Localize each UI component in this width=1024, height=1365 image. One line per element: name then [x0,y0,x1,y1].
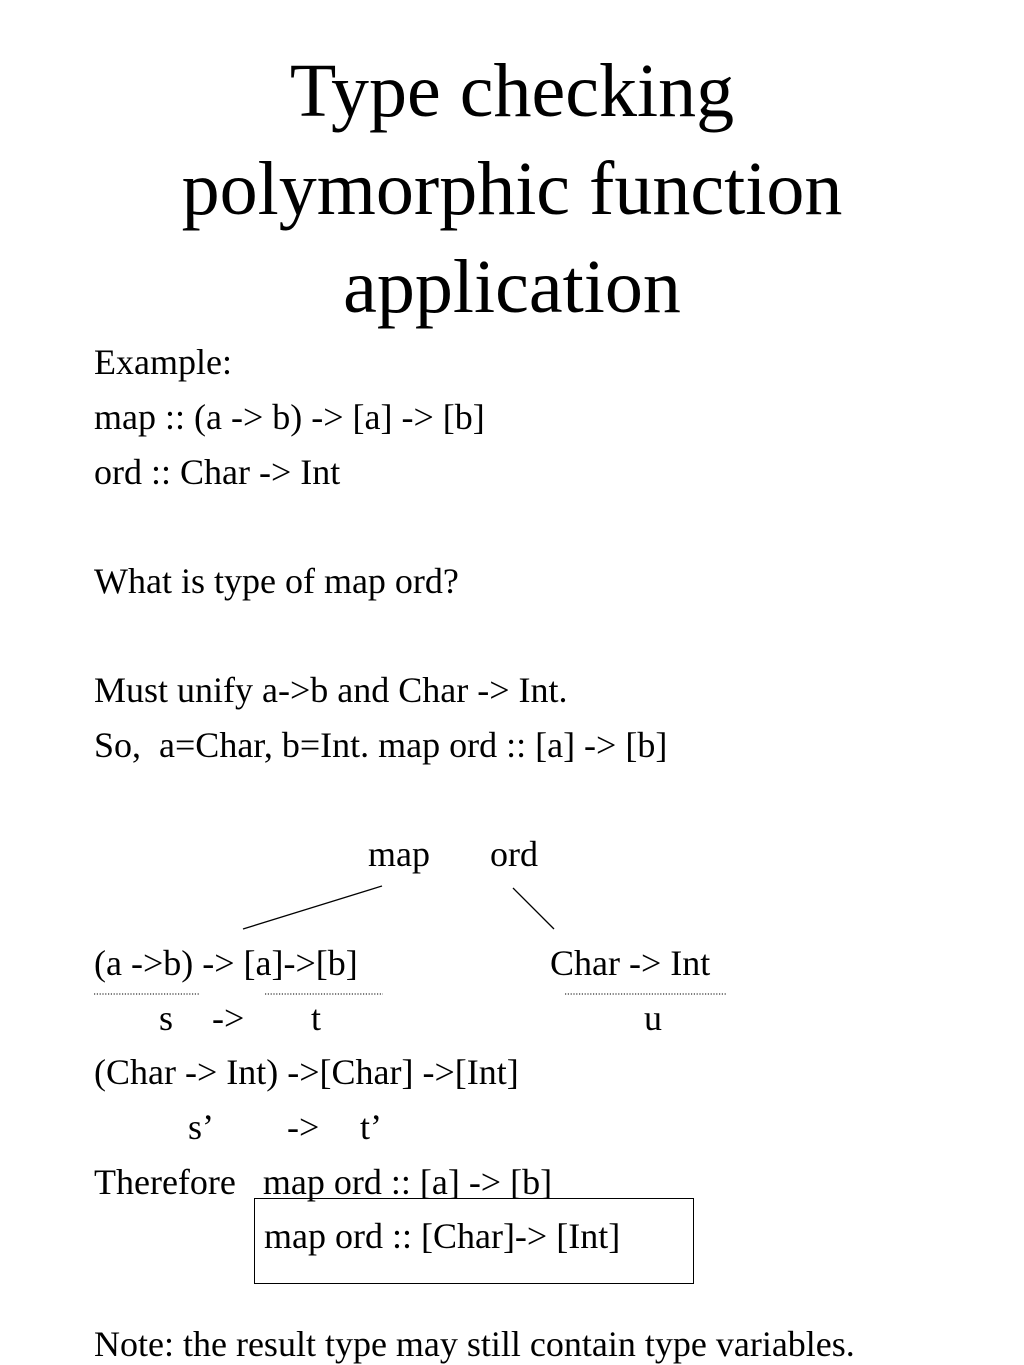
substitution-text: So, a=Char, b=Int. map ord :: [a] -> [b] [94,725,668,765]
title-line-3: application [343,245,681,329]
map-type-expression: (a ->b) -> [a]->[b] [94,943,358,983]
arrow-label-2: -> [287,1107,320,1147]
instantiated-type: (Char -> Int) ->[Char] ->[Int] [94,1052,519,1092]
slide-title [0,42,1024,336]
ord-signature: ord :: Char -> Int [94,452,341,492]
note-text: Note: the result type may still contain type variables. [94,1324,855,1364]
question-text: What is type of map ord? [94,561,459,601]
example-label: Example: [94,342,232,382]
t-label: t [311,998,322,1038]
ord-type-expression: Char -> Int [550,943,711,983]
boxed-result-text: map ord :: [Char]-> [Int] [264,1216,621,1256]
t-prime-label: t’ [360,1107,382,1147]
map-signature: map :: (a -> b) -> [a] -> [b] [94,397,485,437]
map-connector-line [243,886,382,929]
s-label: s [159,998,174,1038]
title-line-2: polymorphic function [181,147,843,231]
therefore-text: Therefore map ord :: [a] -> [b] [94,1162,553,1202]
unify-text: Must unify a->b and Char -> Int. [94,670,568,710]
diagram-map-label: map [368,834,430,874]
title-line-1: Type checking [289,49,735,133]
s-prime-label: s’ [188,1107,214,1147]
diagram-ord-label: ord [490,834,538,874]
arrow-label-1: -> [212,998,245,1038]
ord-connector-line [513,888,554,929]
u-label: u [644,998,662,1038]
